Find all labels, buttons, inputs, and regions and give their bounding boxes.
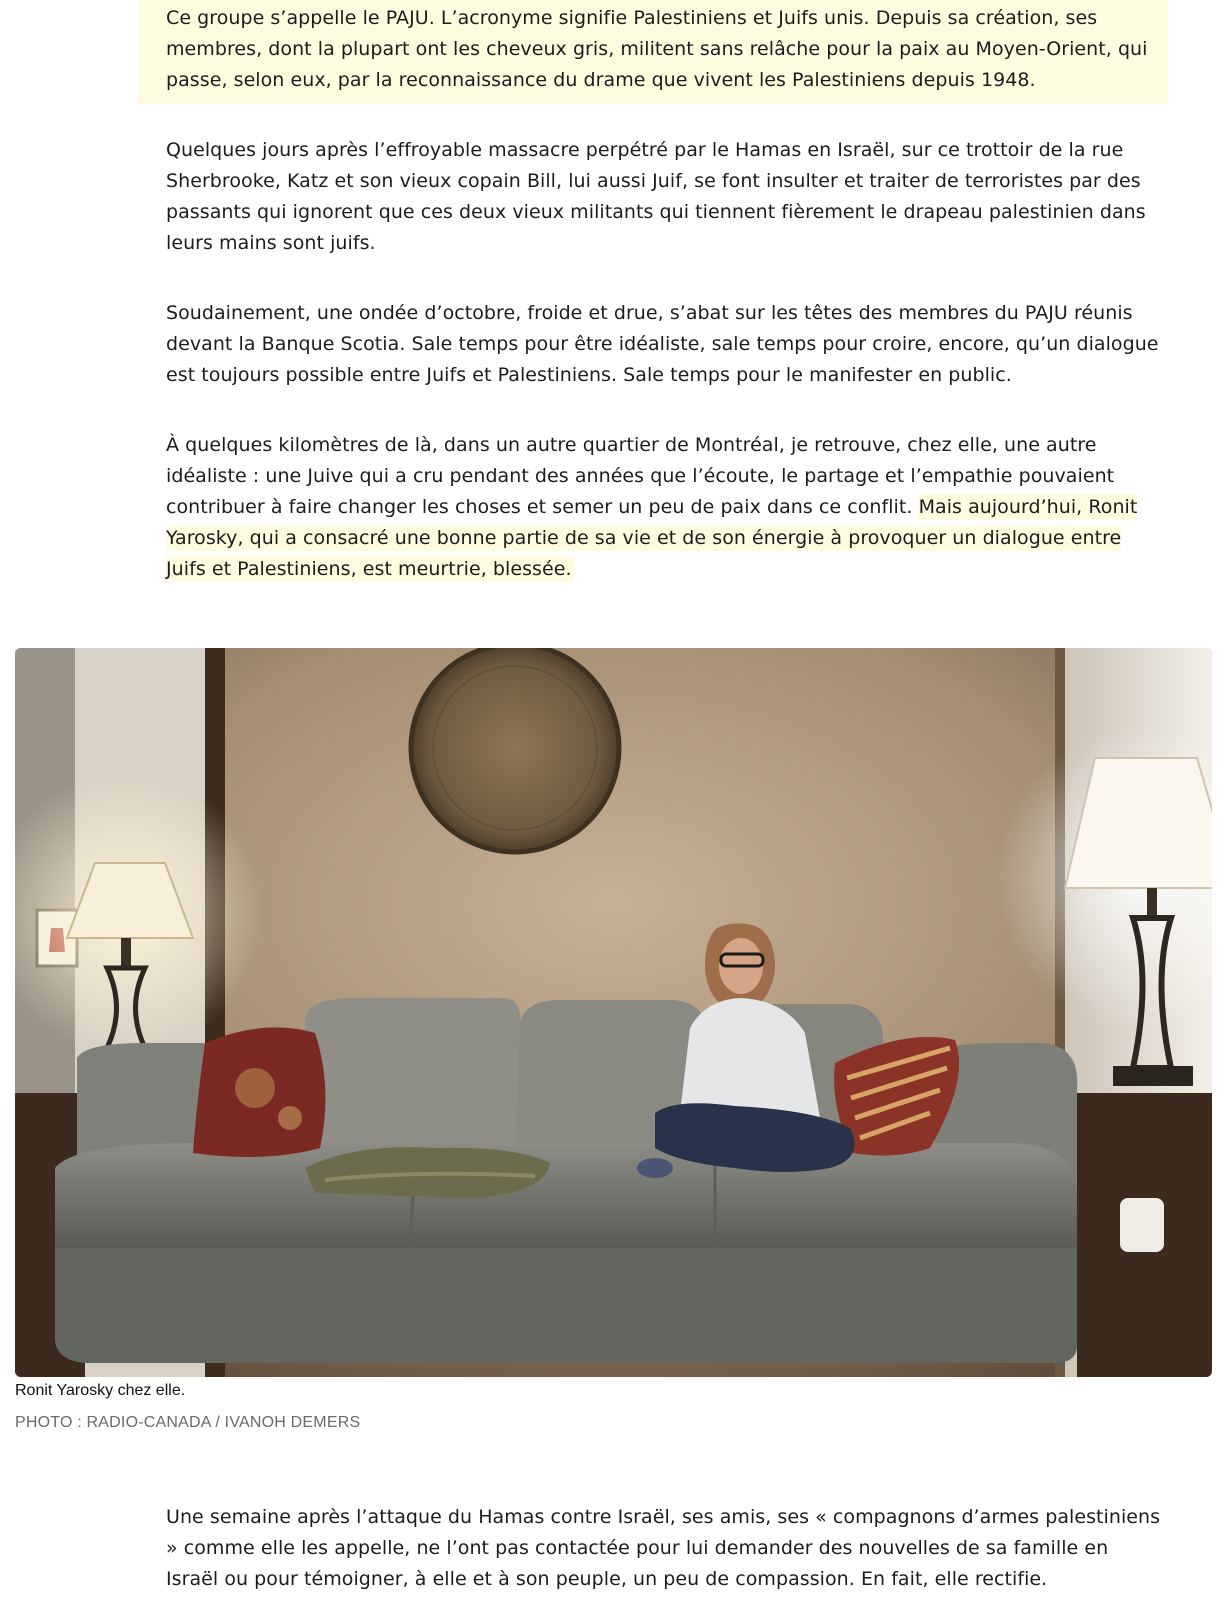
sofa-seat bbox=[55, 1143, 1077, 1248]
paragraph-4-text: À quelques kilomètres de là, dans un autre quartier de Montréal, je retrouve, chez elle, une autre idéaliste : une Juive qui a cru pendant des années que l’écoute, le partage et l’empathie pouvaient contribuer à faire changer les choses et semer un peu de paix dans ce conflit. bbox=[166, 434, 1115, 518]
sofa-back-cushion bbox=[305, 998, 520, 1143]
paragraph-5: Une semaine après l’attaque du Hamas contre Israël, ses amis, ses « compagnons d’armes palestiniens » comme elle les appelle, ne l’ont pas contactée pour lui demander des nouvelles de sa famille en Israël ou pour témoigner, à elle et à son peuple, un peu de compassion. En fait, elle rectifie. bbox=[166, 1506, 1161, 1590]
photo-caption: Ronit Yarosky chez elle. bbox=[15, 1382, 186, 1399]
photo-credit: PHOTO : RADIO-CANADA / IVANOH DEMERS bbox=[15, 1414, 361, 1431]
wall-tray bbox=[411, 648, 619, 852]
paragraph-3: Soudainement, une ondée d’octobre, froide et drue, s’abat sur les têtes des membres du PAJU réunis devant la Banque Scotia. Sale temps pour être idéaliste, sale temps pour croire, encore, qu’un dialogue est toujours possible entre Juifs et Palestiniens. Sale temps pour le manifester en public. bbox=[166, 302, 1159, 386]
article-photo[interactable] bbox=[15, 648, 1212, 1377]
paragraph-1: Ce groupe s’appelle le PAJU. L’acronyme signifie Palestiniens et Juifs unis. Depuis sa création, ses membres, dont la plupart ont les cheveux gris, militent sans relâche pour la paix au Moyen-Orient, qui passe, selon eux, par la reconnaissance du drame que vivent les Palestiniens depuis 1948. bbox=[166, 7, 1148, 91]
paragraph-2: Quelques jours après l’effroyable massacre perpétré par le Hamas en Israël, sur ce trottoir de la rue Sherbrooke, Katz et son vieux copain Bill, lui aussi Juif, se font insulter et traiter de terroristes par des passants qui ignorent que ces deux vieux militants qui tiennent fièrement le drapeau palestinien dans leurs mains sont juifs. bbox=[166, 139, 1146, 254]
paragraph-4 bbox=[166, 430, 1166, 585]
sofa-base bbox=[55, 1248, 1077, 1363]
paragraph-4-highlight: Mais aujourd’hui, Ronit Yarosky, qui a consacré une bonne partie de sa vie et de son énergie à provoquer un dialogue entre Juifs et Palestiniens, est meurtrie, blessée. bbox=[166, 496, 1138, 580]
